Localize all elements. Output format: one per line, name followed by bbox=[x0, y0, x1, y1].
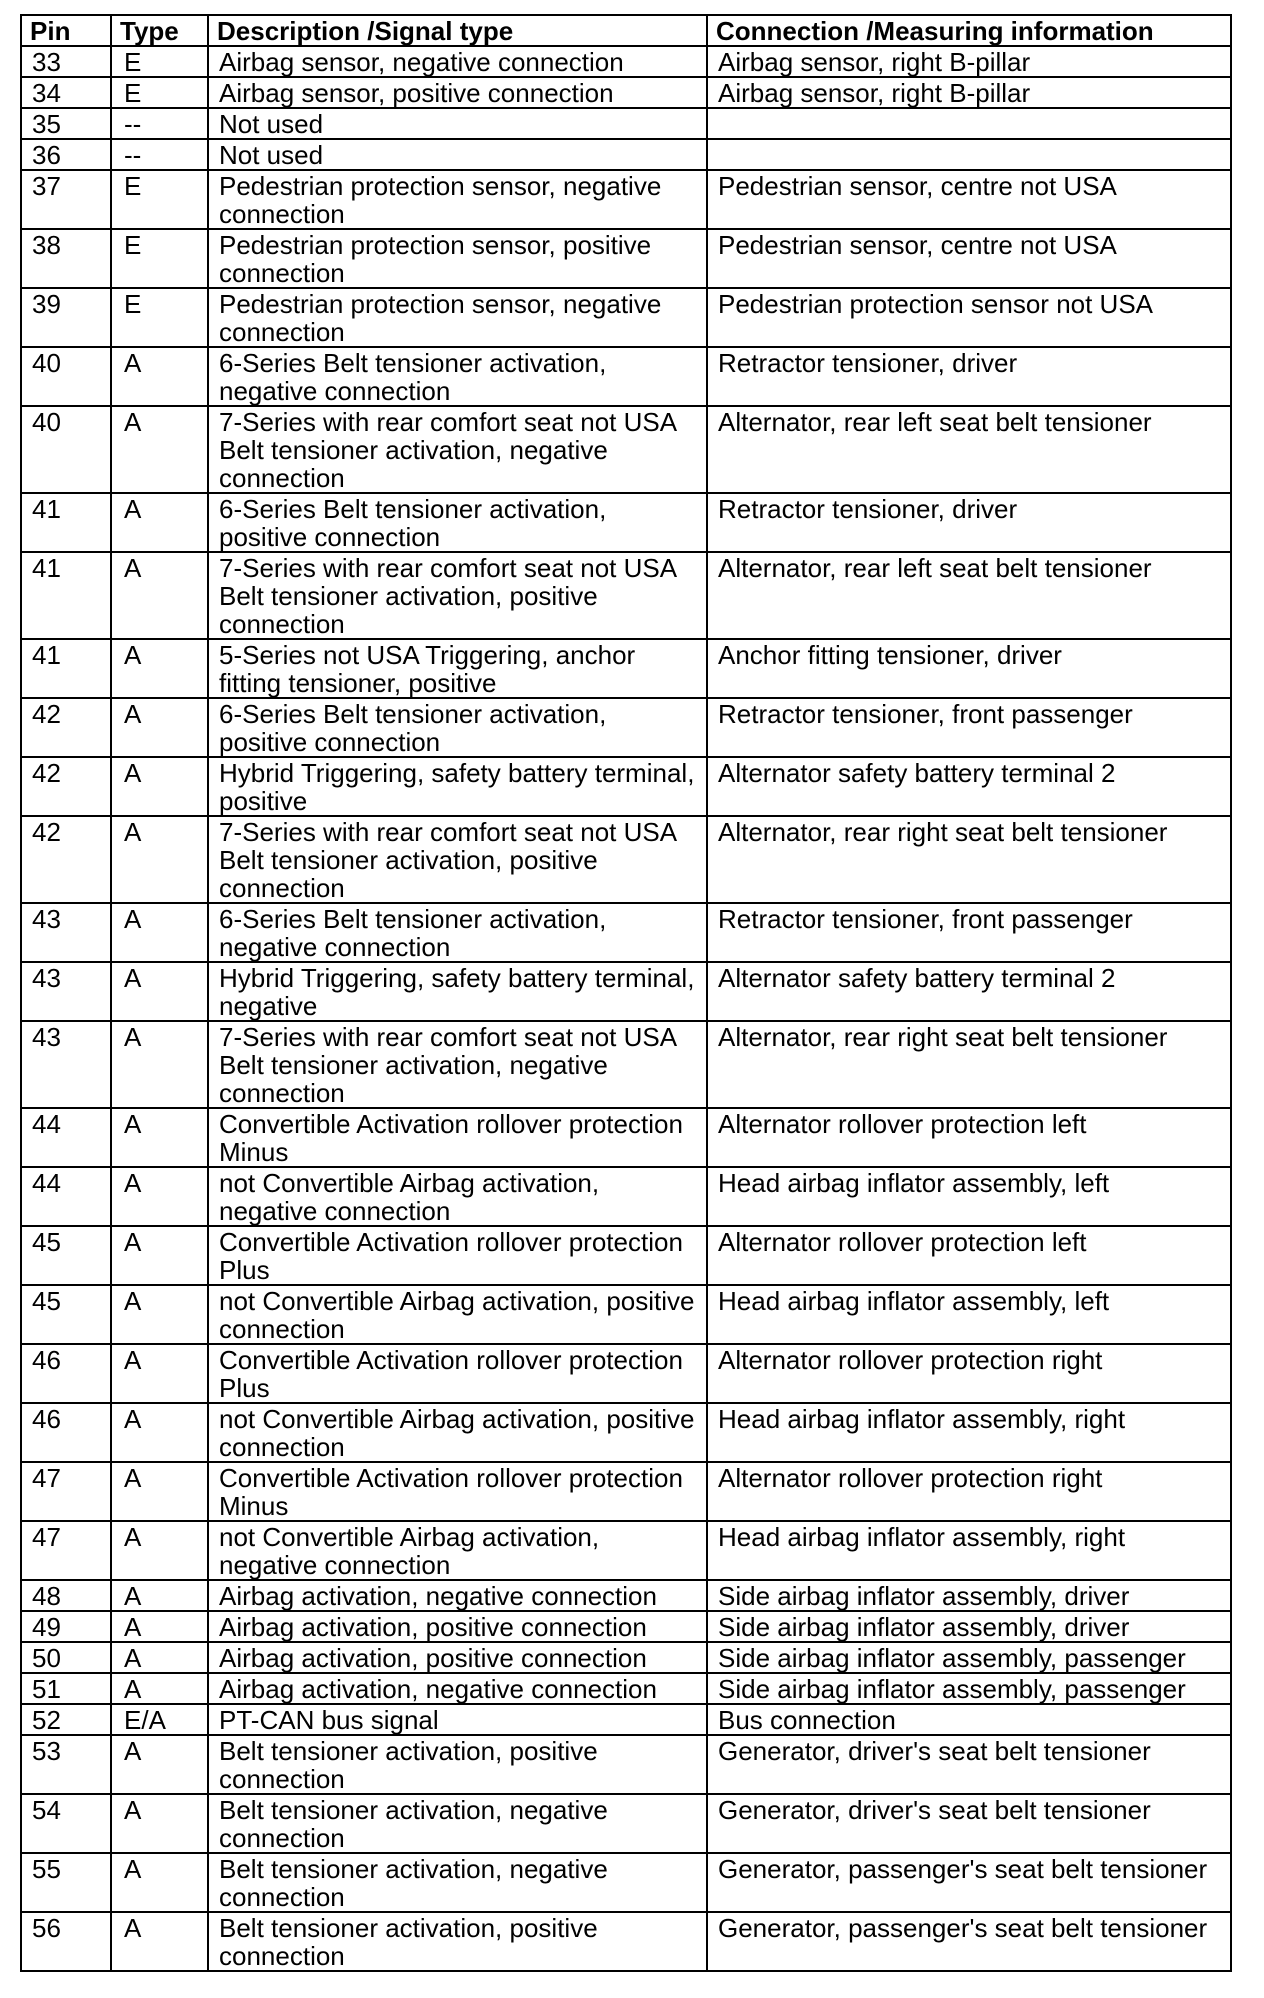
cell-type: A bbox=[111, 1167, 208, 1226]
cell-connection: Head airbag inflator assembly, left bbox=[707, 1285, 1231, 1344]
cell-description: not Convertible Airbag activation, negative connection bbox=[208, 1167, 707, 1226]
table-row bbox=[21, 1853, 1231, 1912]
table-row bbox=[21, 1344, 1231, 1403]
cell-type: E bbox=[111, 170, 208, 229]
cell-connection: Alternator safety battery terminal 2 bbox=[707, 962, 1231, 1021]
table-row bbox=[21, 639, 1231, 698]
cell-description: not Convertible Airbag activation, positive connection bbox=[208, 1403, 707, 1462]
table-row bbox=[21, 108, 1231, 139]
cell-description: Not used bbox=[208, 108, 707, 139]
cell-pin: 41 bbox=[21, 493, 111, 552]
table-row bbox=[21, 1021, 1231, 1108]
cell-type: A bbox=[111, 1912, 208, 1971]
cell-pin: 50 bbox=[21, 1642, 111, 1673]
cell-description: Belt tensioner activation, positive connection bbox=[208, 1912, 707, 1971]
cell-connection: Retractor tensioner, driver bbox=[707, 347, 1231, 406]
cell-type: E/A bbox=[111, 1704, 208, 1735]
cell-type: A bbox=[111, 1735, 208, 1794]
cell-connection bbox=[707, 139, 1231, 170]
table-row bbox=[21, 1794, 1231, 1853]
table-row bbox=[21, 170, 1231, 229]
cell-pin: 40 bbox=[21, 406, 111, 493]
cell-connection: Alternator safety battery terminal 2 bbox=[707, 757, 1231, 816]
cell-description: not Convertible Airbag activation, positive connection bbox=[208, 1285, 707, 1344]
cell-pin: 46 bbox=[21, 1344, 111, 1403]
cell-description: Pedestrian protection sensor, negative connection bbox=[208, 288, 707, 347]
cell-connection: Head airbag inflator assembly, right bbox=[707, 1403, 1231, 1462]
cell-description: Convertible Activation rollover protection Plus bbox=[208, 1226, 707, 1285]
cell-type: E bbox=[111, 229, 208, 288]
cell-description: 7-Series with rear comfort seat not USA Belt tensioner activation, negative connection bbox=[208, 1021, 707, 1108]
cell-type: A bbox=[111, 1580, 208, 1611]
cell-connection: Generator, passenger's seat belt tensioner bbox=[707, 1853, 1231, 1912]
cell-connection: Pedestrian sensor, centre not USA bbox=[707, 229, 1231, 288]
cell-connection: Generator, driver's seat belt tensioner bbox=[707, 1735, 1231, 1794]
cell-connection: Side airbag inflator assembly, driver bbox=[707, 1611, 1231, 1642]
cell-description: Airbag sensor, negative connection bbox=[208, 46, 707, 77]
table-row bbox=[21, 1108, 1231, 1167]
cell-description: 7-Series with rear comfort seat not USA Belt tensioner activation, positive connection bbox=[208, 816, 707, 903]
cell-pin: 47 bbox=[21, 1462, 111, 1521]
cell-type: A bbox=[111, 962, 208, 1021]
table-row bbox=[21, 903, 1231, 962]
cell-connection: Retractor tensioner, front passenger bbox=[707, 903, 1231, 962]
cell-description: PT-CAN bus signal bbox=[208, 1704, 707, 1735]
cell-description: Hybrid Triggering, safety battery terminal, positive bbox=[208, 757, 707, 816]
cell-pin: 39 bbox=[21, 288, 111, 347]
cell-type: A bbox=[111, 1108, 208, 1167]
cell-description: 7-Series with rear comfort seat not USA Belt tensioner activation, negative connection bbox=[208, 406, 707, 493]
cell-connection: Alternator, rear right seat belt tensioner bbox=[707, 816, 1231, 903]
cell-pin: 36 bbox=[21, 139, 111, 170]
cell-connection: Alternator rollover protection left bbox=[707, 1226, 1231, 1285]
cell-description: Airbag sensor, positive connection bbox=[208, 77, 707, 108]
table-row bbox=[21, 816, 1231, 903]
cell-pin: 46 bbox=[21, 1403, 111, 1462]
cell-connection: Bus connection bbox=[707, 1704, 1231, 1735]
cell-type: A bbox=[111, 1673, 208, 1704]
cell-description: Convertible Activation rollover protection Minus bbox=[208, 1108, 707, 1167]
cell-pin: 43 bbox=[21, 903, 111, 962]
table-row bbox=[21, 1704, 1231, 1735]
cell-connection: Pedestrian protection sensor not USA bbox=[707, 288, 1231, 347]
table-row bbox=[21, 1167, 1231, 1226]
cell-description: 7-Series with rear comfort seat not USA Belt tensioner activation, positive connection bbox=[208, 552, 707, 639]
table-row bbox=[21, 288, 1231, 347]
table-body bbox=[21, 46, 1231, 1971]
cell-pin: 43 bbox=[21, 1021, 111, 1108]
cell-pin: 44 bbox=[21, 1167, 111, 1226]
cell-pin: 34 bbox=[21, 77, 111, 108]
cell-pin: 40 bbox=[21, 347, 111, 406]
cell-pin: 35 bbox=[21, 108, 111, 139]
table-row bbox=[21, 552, 1231, 639]
cell-pin: 42 bbox=[21, 757, 111, 816]
table-row bbox=[21, 229, 1231, 288]
cell-connection: Head airbag inflator assembly, left bbox=[707, 1167, 1231, 1226]
cell-type: -- bbox=[111, 108, 208, 139]
cell-description: 6-Series Belt tensioner activation, negative connection bbox=[208, 903, 707, 962]
cell-pin: 52 bbox=[21, 1704, 111, 1735]
table-row bbox=[21, 1912, 1231, 1971]
cell-connection: Head airbag inflator assembly, right bbox=[707, 1521, 1231, 1580]
cell-description: Airbag activation, positive connection bbox=[208, 1611, 707, 1642]
cell-description: Belt tensioner activation, negative connection bbox=[208, 1794, 707, 1853]
cell-connection: Retractor tensioner, front passenger bbox=[707, 698, 1231, 757]
cell-connection: Generator, passenger's seat belt tensioner bbox=[707, 1912, 1231, 1971]
cell-pin: 56 bbox=[21, 1912, 111, 1971]
cell-connection: Generator, driver's seat belt tensioner bbox=[707, 1794, 1231, 1853]
cell-type: A bbox=[111, 1021, 208, 1108]
cell-type: A bbox=[111, 1853, 208, 1912]
header-row bbox=[21, 15, 1231, 46]
cell-connection: Alternator rollover protection left bbox=[707, 1108, 1231, 1167]
cell-pin: 44 bbox=[21, 1108, 111, 1167]
table-row bbox=[21, 1611, 1231, 1642]
cell-description: Convertible Activation rollover protection Minus bbox=[208, 1462, 707, 1521]
cell-pin: 55 bbox=[21, 1853, 111, 1912]
cell-connection: Alternator rollover protection right bbox=[707, 1344, 1231, 1403]
cell-pin: 42 bbox=[21, 698, 111, 757]
table-row bbox=[21, 1462, 1231, 1521]
cell-connection: Alternator, rear right seat belt tensioner bbox=[707, 1021, 1231, 1108]
cell-description: Belt tensioner activation, negative connection bbox=[208, 1853, 707, 1912]
header-pin: Pin bbox=[21, 15, 111, 46]
table-row bbox=[21, 1285, 1231, 1344]
cell-description: Pedestrian protection sensor, positive connection bbox=[208, 229, 707, 288]
cell-connection: Side airbag inflator assembly, driver bbox=[707, 1580, 1231, 1611]
table-row bbox=[21, 1735, 1231, 1794]
cell-connection: Pedestrian sensor, centre not USA bbox=[707, 170, 1231, 229]
table-row bbox=[21, 757, 1231, 816]
cell-pin: 38 bbox=[21, 229, 111, 288]
cell-type: A bbox=[111, 1344, 208, 1403]
cell-pin: 53 bbox=[21, 1735, 111, 1794]
cell-type: A bbox=[111, 1642, 208, 1673]
cell-type: A bbox=[111, 1226, 208, 1285]
cell-description: Not used bbox=[208, 139, 707, 170]
cell-type: A bbox=[111, 903, 208, 962]
table-row bbox=[21, 1673, 1231, 1704]
header-type: Type bbox=[111, 15, 208, 46]
cell-pin: 41 bbox=[21, 639, 111, 698]
cell-description: not Convertible Airbag activation, negative connection bbox=[208, 1521, 707, 1580]
cell-pin: 45 bbox=[21, 1285, 111, 1344]
cell-description: 6-Series Belt tensioner activation, negative connection bbox=[208, 347, 707, 406]
table-row bbox=[21, 139, 1231, 170]
cell-pin: 49 bbox=[21, 1611, 111, 1642]
cell-pin: 47 bbox=[21, 1521, 111, 1580]
cell-type: A bbox=[111, 1462, 208, 1521]
cell-type: A bbox=[111, 1403, 208, 1462]
cell-description: Airbag activation, negative connection bbox=[208, 1580, 707, 1611]
cell-type: A bbox=[111, 1285, 208, 1344]
cell-pin: 51 bbox=[21, 1673, 111, 1704]
cell-description: Airbag activation, positive connection bbox=[208, 1642, 707, 1673]
cell-connection: Airbag sensor, right B-pillar bbox=[707, 77, 1231, 108]
cell-pin: 43 bbox=[21, 962, 111, 1021]
cell-type: E bbox=[111, 77, 208, 108]
cell-connection: Alternator, rear left seat belt tensioner bbox=[707, 406, 1231, 493]
cell-pin: 45 bbox=[21, 1226, 111, 1285]
table-row bbox=[21, 347, 1231, 406]
table-row bbox=[21, 1642, 1231, 1673]
pin-assignment-table bbox=[20, 14, 1232, 1972]
cell-type: A bbox=[111, 757, 208, 816]
cell-type: E bbox=[111, 288, 208, 347]
table-row bbox=[21, 1521, 1231, 1580]
cell-pin: 41 bbox=[21, 552, 111, 639]
cell-type: -- bbox=[111, 139, 208, 170]
table-row bbox=[21, 962, 1231, 1021]
cell-type: A bbox=[111, 406, 208, 493]
cell-description: Hybrid Triggering, safety battery terminal, negative bbox=[208, 962, 707, 1021]
cell-type: A bbox=[111, 816, 208, 903]
cell-connection: Retractor tensioner, driver bbox=[707, 493, 1231, 552]
header-connection: Connection /Measuring information bbox=[707, 15, 1231, 46]
cell-pin: 48 bbox=[21, 1580, 111, 1611]
table-row bbox=[21, 46, 1231, 77]
cell-connection: Alternator rollover protection right bbox=[707, 1462, 1231, 1521]
cell-connection bbox=[707, 108, 1231, 139]
cell-description: 6-Series Belt tensioner activation, positive connection bbox=[208, 698, 707, 757]
table-row bbox=[21, 1226, 1231, 1285]
cell-type: A bbox=[111, 1611, 208, 1642]
cell-description: 5-Series not USA Triggering, anchor fitting tensioner, positive bbox=[208, 639, 707, 698]
cell-type: A bbox=[111, 1521, 208, 1580]
cell-connection: Anchor fitting tensioner, driver bbox=[707, 639, 1231, 698]
table-row bbox=[21, 1580, 1231, 1611]
table-row bbox=[21, 698, 1231, 757]
cell-description: Pedestrian protection sensor, negative connection bbox=[208, 170, 707, 229]
cell-type: E bbox=[111, 46, 208, 77]
cell-connection: Alternator, rear left seat belt tensioner bbox=[707, 552, 1231, 639]
cell-type: A bbox=[111, 347, 208, 406]
cell-pin: 33 bbox=[21, 46, 111, 77]
cell-type: A bbox=[111, 1794, 208, 1853]
cell-description: Belt tensioner activation, positive connection bbox=[208, 1735, 707, 1794]
cell-type: A bbox=[111, 639, 208, 698]
cell-description: Convertible Activation rollover protection Plus bbox=[208, 1344, 707, 1403]
cell-connection: Side airbag inflator assembly, passenger bbox=[707, 1673, 1231, 1704]
cell-connection: Side airbag inflator assembly, passenger bbox=[707, 1642, 1231, 1673]
table-row bbox=[21, 1403, 1231, 1462]
cell-pin: 37 bbox=[21, 170, 111, 229]
cell-type: A bbox=[111, 552, 208, 639]
header-description: Description /Signal type bbox=[208, 15, 707, 46]
cell-description: Airbag activation, negative connection bbox=[208, 1673, 707, 1704]
cell-type: A bbox=[111, 493, 208, 552]
table-row bbox=[21, 77, 1231, 108]
cell-type: A bbox=[111, 698, 208, 757]
table-row bbox=[21, 493, 1231, 552]
cell-connection: Airbag sensor, right B-pillar bbox=[707, 46, 1231, 77]
cell-description: 6-Series Belt tensioner activation, positive connection bbox=[208, 493, 707, 552]
cell-pin: 42 bbox=[21, 816, 111, 903]
cell-pin: 54 bbox=[21, 1794, 111, 1853]
table-row bbox=[21, 406, 1231, 493]
